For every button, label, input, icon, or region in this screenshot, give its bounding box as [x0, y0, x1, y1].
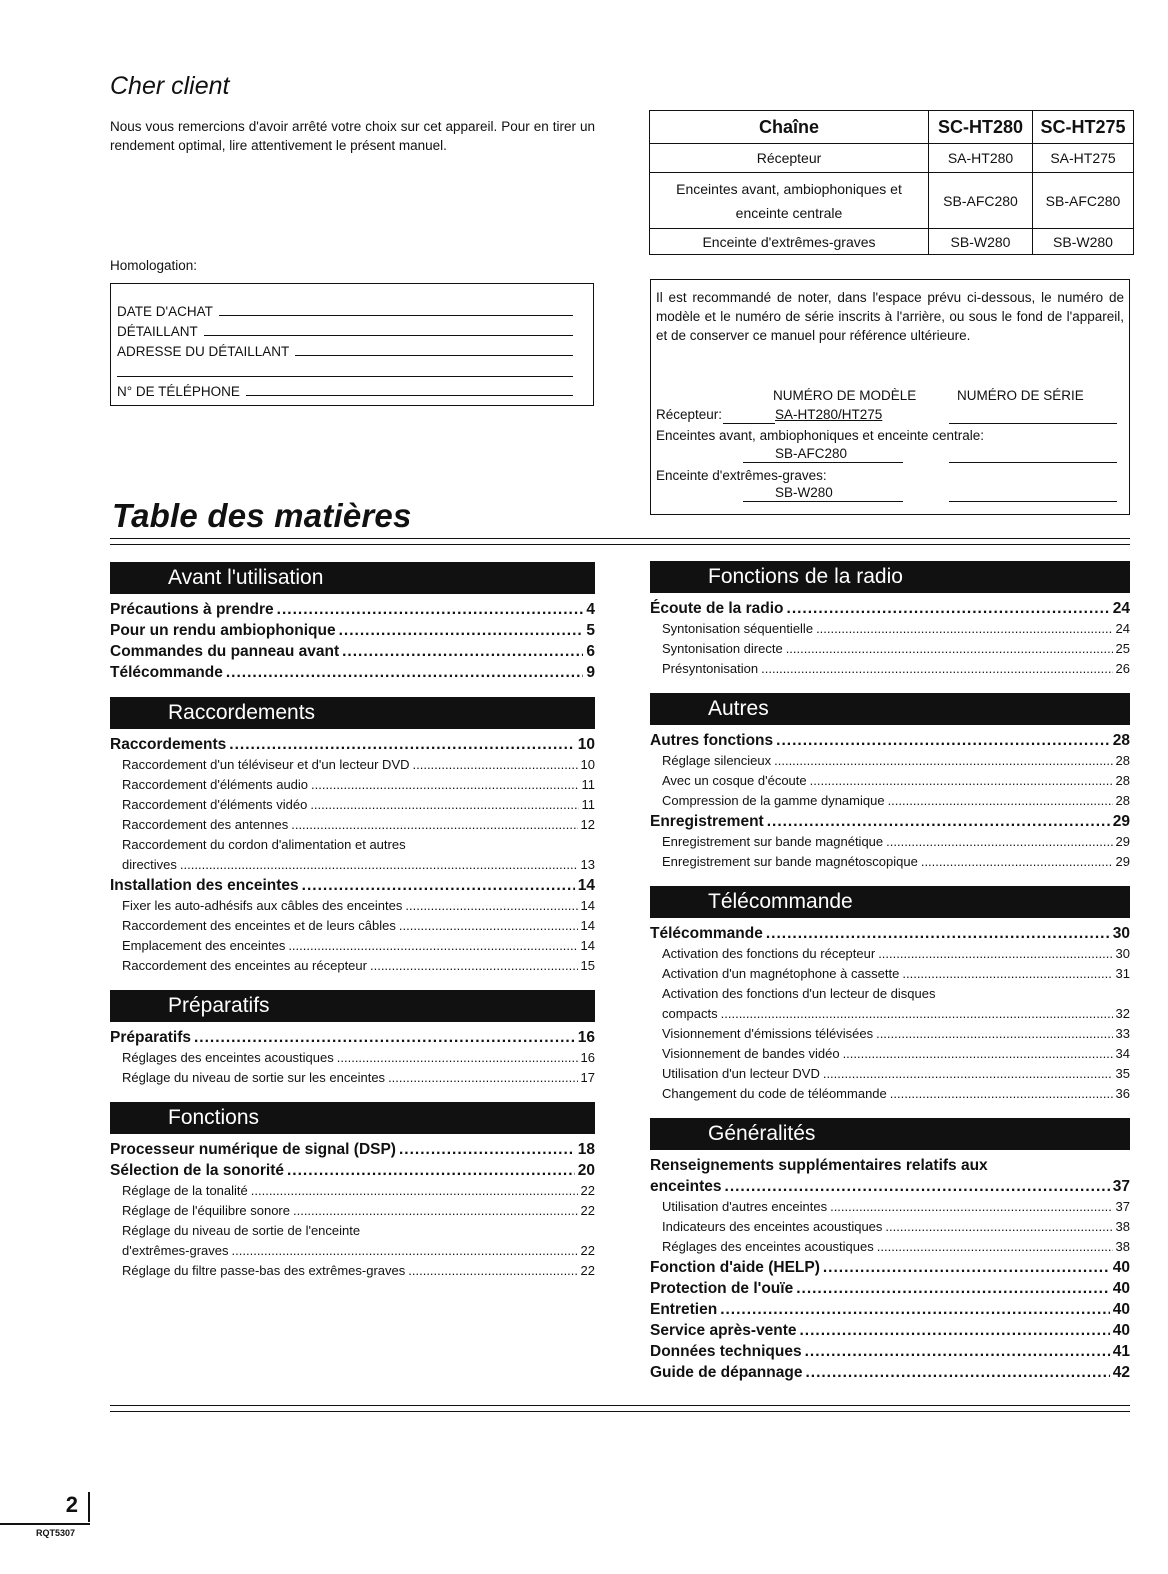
toc-page-number: 42 [1112, 1364, 1130, 1381]
toc-subentry [110, 918, 595, 938]
serial-sub-line [949, 485, 1117, 502]
toc-right-column [650, 561, 1130, 1385]
toc-page-number: 30 [1112, 925, 1130, 942]
toc-entry-text: Réglages des enceintes acoustiques [122, 1050, 334, 1065]
toc-entry [110, 1141, 595, 1162]
toc-leader-dots [339, 622, 584, 640]
toc-subentry [650, 1006, 1130, 1026]
toc-subentry [110, 797, 595, 817]
toc-page-number: 12 [580, 817, 595, 832]
toc-leader-dots [399, 918, 578, 933]
toc-page-number: 40 [1112, 1259, 1130, 1276]
toc-entry [650, 1280, 1130, 1301]
toc-page-number: 32 [1115, 1006, 1130, 1021]
toc-page-number: 38 [1115, 1219, 1130, 1234]
toc-page-number: 20 [577, 1162, 595, 1179]
toc-entry-text: Raccordement des antennes [122, 817, 289, 832]
toc-subentry [110, 1243, 595, 1263]
toc-leader-dots [408, 1263, 577, 1278]
toc-subentry [110, 817, 595, 837]
toc-leader-dots [413, 757, 578, 772]
toc-entry-text: Installation des enceintes [110, 877, 299, 894]
toc-entry-text: Fonction d'aide (HELP) [650, 1259, 820, 1276]
toc-leader-dots [774, 753, 1112, 768]
toc-entry-text: Compression de la gamme dynamique [662, 793, 885, 808]
toc-page-number: 22 [580, 1203, 595, 1218]
purchase-date-label: DATE D'ACHAT [117, 304, 213, 319]
toc-entry-text: Enregistrement sur bande magnétoscopique [662, 854, 918, 869]
toc-page-number: 13 [580, 857, 595, 872]
toc-subentry [110, 757, 595, 777]
serial-speakers-label: Enceintes avant, ambiophoniques et enceinte centrale: [656, 428, 984, 443]
toc-page-number: 31 [1115, 966, 1130, 981]
toc-page-number: 35 [1115, 1066, 1130, 1081]
toc-subentry [650, 661, 1130, 681]
page-number-rule [0, 1523, 90, 1525]
toc-leader-dots [890, 1086, 1113, 1101]
toc-bottom-rule-2 [110, 1411, 1130, 1412]
toc-subentry [650, 1086, 1130, 1106]
toc-page-number: 29 [1115, 854, 1130, 869]
model-row-speakers [650, 173, 1134, 229]
toc-entry-text: Télécommande [110, 664, 223, 681]
serial-receiver-model: SA-HT280/HT275 [775, 407, 883, 422]
serial-receiver-line [949, 407, 1117, 424]
model-table-header [650, 111, 1134, 144]
toc-subentry [650, 621, 1130, 641]
toc-entry [650, 925, 1130, 946]
toc-leader-dots [337, 1050, 578, 1065]
model-table [649, 110, 1134, 255]
toc-entry-text: Réglage du niveau de sortie de l'enceinte [122, 1223, 361, 1238]
model-cell: SA-HT280 [929, 144, 1033, 173]
toc-leader-dots [921, 854, 1113, 869]
toc-subentry [650, 1046, 1130, 1066]
toc-leader-dots [796, 1280, 1110, 1298]
toc-page-number: 4 [586, 601, 595, 618]
toc-leader-dots [823, 1259, 1110, 1277]
toc-page-number: 22 [580, 1263, 595, 1278]
toc-entry-text: Sélection de la sonorité [110, 1162, 284, 1179]
toc-subentry [650, 834, 1130, 854]
toc-subentry [110, 1203, 595, 1223]
toc-page-number: 16 [580, 1050, 595, 1065]
toc-section-header: Avant l'utilisation [110, 562, 595, 594]
toc-leader-dots [311, 777, 578, 792]
toc-entry-text: Raccordement d'éléments vidéo [122, 797, 308, 812]
toc-page-number: 41 [1112, 1343, 1130, 1360]
toc-left-column [110, 562, 595, 1283]
toc-entry [110, 1162, 595, 1183]
toc-page-number: 28 [1115, 793, 1130, 808]
toc-leader-dots [885, 1219, 1112, 1234]
toc-section-header: Autres [650, 693, 1130, 725]
toc-subentry [110, 1263, 595, 1283]
toc-entry-text: Enregistrement [650, 813, 764, 830]
toc-leader-dots [725, 1178, 1110, 1196]
toc-page-number: 9 [586, 664, 595, 681]
toc-bottom-rule [110, 1405, 1130, 1406]
toc-entry-text: Protection de l'ouïe [650, 1280, 794, 1297]
toc-subentry [650, 1026, 1130, 1046]
toc-entry-text: Activation des fonctions du récepteur [662, 946, 876, 961]
toc-entry-text: compacts [662, 1006, 718, 1021]
toc-page-number: 29 [1112, 813, 1130, 830]
toc-entry-text: Autres fonctions [650, 732, 774, 749]
toc-entry-text: Réglages des enceintes acoustiques [662, 1239, 874, 1254]
section-gap [110, 685, 595, 697]
toc-page-number: 29 [1115, 834, 1130, 849]
toc-page-number: 36 [1115, 1086, 1130, 1101]
model-cell: SB-AFC280 [1033, 173, 1134, 229]
toc-entry-text: Guide de dépannage [650, 1364, 803, 1381]
toc-page-number: 14 [580, 938, 595, 953]
purchase-record-box [110, 283, 594, 406]
toc-page-number: 17 [580, 1070, 595, 1085]
toc-entry-text: Avec un cosque d'écoute [662, 773, 807, 788]
toc-subentry [650, 1066, 1130, 1086]
model-cell: SA-HT275 [1033, 144, 1134, 173]
model-header-ht275: SC-HT275 [1033, 111, 1134, 144]
toc-page-number: 37 [1115, 1199, 1130, 1214]
toc-page-number: 18 [577, 1141, 595, 1158]
toc-entry-text: Changement du code de téléommande [662, 1086, 887, 1101]
toc-leader-dots [878, 946, 1112, 961]
toc-section-header: Fonctions de la radio [650, 561, 1130, 593]
model-cell: SB-W280 [1033, 229, 1134, 255]
serial-receiver-label: Récepteur: [656, 407, 723, 422]
toc-entry-text: Réglage de l'équilibre sonore [122, 1203, 290, 1218]
toc-subentry [650, 641, 1130, 661]
toc-entry [110, 664, 595, 685]
toc-section-header: Généralités [650, 1118, 1130, 1150]
toc-leader-dots [288, 938, 577, 953]
toc-entry-text: Réglage du niveau de sortie sur les enceintes [122, 1070, 386, 1085]
toc-section-header: Fonctions [110, 1102, 595, 1134]
toc-entry-text: Présyntonisation [662, 661, 759, 676]
toc-leader-dots [888, 793, 1113, 808]
toc-entry-text: Raccordement d'un téléviseur et d'un lecteur DVD [122, 757, 410, 772]
toc-page-number: 40 [1112, 1301, 1130, 1318]
toc-page-number: 28 [1115, 773, 1130, 788]
model-row-subwoofer [650, 229, 1134, 255]
toc-subentry [650, 946, 1130, 966]
toc-page-number: 33 [1115, 1026, 1130, 1041]
toc-section-header: Raccordements [110, 697, 595, 729]
toc-leader-dots [805, 1343, 1110, 1361]
section-gap [110, 978, 595, 990]
serial-sub-label: Enceinte d'extrêmes-graves: [656, 468, 827, 483]
model-number-header: NUMÉRO DE MODÈLE [773, 388, 917, 403]
toc-leader-dots [805, 1364, 1109, 1382]
toc-page-number: 25 [1115, 641, 1130, 656]
toc-leader-dots [902, 966, 1112, 981]
toc-subentry [110, 938, 595, 958]
toc-leader-dots [876, 1026, 1112, 1041]
dealer-address-label: ADRESSE DU DÉTAILLANT [117, 344, 290, 359]
toc-leader-dots [787, 600, 1110, 618]
toc-leader-dots [293, 1203, 578, 1218]
toc-leader-dots [823, 1066, 1113, 1081]
toc-subentry [650, 773, 1130, 793]
toc-entry-text: Raccordement des enceintes au récepteur [122, 958, 367, 973]
model-cell: SB-AFC280 [929, 173, 1033, 229]
dealer-address-row [117, 341, 573, 359]
toc-entry-text: Télécommande [650, 925, 763, 942]
section-gap [650, 874, 1130, 886]
model-header-ht280: SC-HT280 [929, 111, 1033, 144]
toc-leader-dots [877, 1239, 1113, 1254]
toc-entry [650, 600, 1130, 621]
toc-leader-dots [302, 877, 575, 895]
toc-leader-dots [232, 1243, 578, 1258]
toc-leader-dots [194, 1029, 575, 1047]
serial-record-box [650, 279, 1130, 515]
toc-subentry [650, 1219, 1130, 1239]
section-gap [650, 681, 1130, 693]
toc-entry [650, 1178, 1130, 1199]
toc-entry-text: directives [122, 857, 177, 872]
toc-page-number: 14 [580, 898, 595, 913]
toc-section-header: Préparatifs [110, 990, 595, 1022]
serial-speakers-model: SB-AFC280 [775, 446, 848, 461]
toc-entry [650, 1343, 1130, 1364]
toc-subentry [650, 753, 1130, 773]
toc-entry-text: Enregistrement sur bande magnétique [662, 834, 884, 849]
toc-entry-text: Syntonisation séquentielle [662, 621, 814, 636]
toc-page-number: 10 [580, 757, 595, 772]
toc-leader-dots [226, 664, 584, 682]
toc-subentry [650, 854, 1130, 874]
toc-leader-dots [830, 1199, 1112, 1214]
toc-entry-text: Écoute de la radio [650, 600, 784, 617]
toc-leader-dots [767, 813, 1110, 831]
toc-entry-text: Raccordements [110, 736, 227, 753]
toc-entry-text: Fixer les auto-adhésifs aux câbles des enceintes [122, 898, 403, 913]
toc-entry-text: Réglage du filtre passe-bas des extrêmes-graves [122, 1263, 406, 1278]
toc-entry-text: enceintes [650, 1178, 722, 1195]
toc-entry-text: Raccordement des enceintes et de leurs câbles [122, 918, 396, 933]
toc-page-number: 6 [586, 643, 595, 660]
toc-page-number: 24 [1112, 600, 1130, 617]
phone-line [246, 395, 573, 396]
document-code: RQT5307 [36, 1528, 76, 1538]
toc-entry-text: Pour un rendu ambiophonique [110, 622, 336, 639]
toc-page-number: 26 [1115, 661, 1130, 676]
serial-sub-model: SB-W280 [775, 485, 833, 500]
toc-subentry [650, 966, 1130, 986]
toc-title: Table des matières [112, 497, 412, 534]
toc-entry [110, 877, 595, 898]
toc-subentry [650, 793, 1130, 813]
toc-entry-text: Visionnement de bandes vidéo [662, 1046, 840, 1061]
toc-subentry [110, 1070, 595, 1090]
model-cell: Enceinte d'extrêmes-graves [650, 229, 929, 255]
toc-leader-dots [287, 1162, 575, 1180]
toc-page-number: 15 [580, 958, 595, 973]
toc-page-number: 10 [577, 736, 595, 753]
model-row-receiver [650, 144, 1134, 173]
dealer-address-line [295, 355, 573, 356]
toc-leader-dots [786, 641, 1113, 656]
toc-page-number: 5 [586, 622, 595, 639]
toc-page-number: 16 [577, 1029, 595, 1046]
toc-page-number: 40 [1112, 1322, 1130, 1339]
toc-top-rule [110, 538, 1130, 539]
toc-leader-dots [843, 1046, 1113, 1061]
phone-row [117, 381, 573, 399]
toc-entry [110, 736, 595, 757]
model-cell: Enceintes avant, ambiophoniques et enceinte centrale [650, 173, 929, 229]
toc-leader-dots [388, 1070, 577, 1085]
toc-entry [110, 643, 595, 664]
toc-leader-dots [766, 925, 1110, 943]
toc-leader-dots [370, 958, 578, 973]
toc-entry [650, 813, 1130, 834]
toc-leader-dots [229, 736, 574, 754]
toc-entry-text: Activation d'un magnétophone à cassette [662, 966, 900, 981]
toc-leader-dots [816, 621, 1112, 636]
toc-entry-text: Réglage silencieux [662, 753, 772, 768]
serial-receiver-lead-line [723, 407, 775, 424]
toc-entry [650, 1259, 1130, 1280]
serial-number-header: NUMÉRO DE SÉRIE [957, 388, 1084, 403]
toc-leader-dots [310, 797, 578, 812]
toc-page-number: 38 [1115, 1239, 1130, 1254]
toc-top-rule-2 [110, 544, 1130, 545]
toc-page-number: 24 [1115, 621, 1130, 636]
page-number: 2 [65, 1492, 78, 1517]
serial-intro-text: Il est recommandé de noter, dans l'espace prévu ci-dessous, le numéro de modèle et le numéro de série inscrits à l'arrière, ou sous le fond de l'appareil, et de conserver ce manuel pour référence ultérieure. [656, 290, 1124, 343]
toc-entry-text: Données techniques [650, 1343, 802, 1360]
toc-page-number: 11 [581, 797, 595, 812]
toc-page-number: 11 [581, 777, 595, 792]
purchase-date-row [117, 301, 573, 319]
toc-leader-dots [399, 1141, 575, 1159]
toc-entry-text: Indicateurs des enceintes acoustiques [662, 1219, 883, 1234]
toc-page-number: 28 [1112, 732, 1130, 749]
section-gap [110, 1090, 595, 1102]
dealer-label: DÉTAILLANT [117, 324, 198, 339]
toc-section-header: Télécommande [650, 886, 1130, 918]
toc-entry-text: Visionnement d'émissions télévisées [662, 1026, 874, 1041]
serial-sub-model-line [743, 485, 903, 502]
model-header-system: Chaîne [650, 111, 929, 144]
dealer-row [117, 321, 573, 339]
toc-subentry [110, 898, 595, 918]
page-number-bracket [80, 1492, 90, 1522]
section-gap [650, 1106, 1130, 1118]
toc-entry-text: Commandes du panneau avant [110, 643, 340, 660]
toc-entry [650, 1322, 1130, 1343]
toc-page-number: 22 [580, 1183, 595, 1198]
toc-entry-text: Raccordement du cordon d'alimentation et autres [122, 837, 406, 852]
toc-entry-text: Entretien [650, 1301, 718, 1318]
homologation-label: Homologation: [110, 258, 198, 273]
toc-page-number: 34 [1115, 1046, 1130, 1061]
toc-entry-text: Utilisation d'un lecteur DVD [662, 1066, 820, 1081]
toc-leader-dots [405, 898, 577, 913]
toc-leader-dots [251, 1183, 578, 1198]
toc-entry-text: Processeur numérique de signal (DSP) [110, 1141, 396, 1158]
toc-leader-dots [277, 601, 584, 619]
toc-subentry [110, 777, 595, 797]
toc-leader-dots [886, 834, 1112, 849]
toc-entry-text: Service après-vente [650, 1322, 797, 1339]
toc-entry-text: Raccordement d'éléments audio [122, 777, 309, 792]
toc-entry [650, 1364, 1130, 1385]
toc-entry-text: Activation des fonctions d'un lecteur de disques [662, 986, 936, 1001]
toc-entry [110, 1029, 595, 1050]
toc-leader-dots [799, 1322, 1109, 1340]
toc-entry [650, 1301, 1130, 1322]
toc-entry-text: Précautions à prendre [110, 601, 274, 618]
purchase-separator [117, 376, 573, 377]
toc-entry-text: Syntonisation directe [662, 641, 783, 656]
toc-subentry [110, 958, 595, 978]
toc-page-number: 40 [1112, 1280, 1130, 1297]
toc-leader-dots [180, 857, 578, 872]
toc-page-number: 28 [1115, 753, 1130, 768]
toc-leader-dots [720, 1301, 1110, 1319]
phone-label: N° DE TÉLÉPHONE [117, 384, 240, 399]
toc-leader-dots [776, 732, 1110, 750]
toc-subentry [110, 857, 595, 877]
toc-entry-text: Préparatifs [110, 1029, 191, 1046]
toc-page-number: 30 [1115, 946, 1130, 961]
greeting-title: Cher client [110, 72, 230, 100]
toc-entry-text: Réglage de la tonalité [122, 1183, 248, 1198]
toc-leader-dots [810, 773, 1113, 788]
dealer-line [204, 335, 573, 336]
toc-page-number: 37 [1112, 1178, 1130, 1195]
purchase-date-line [219, 315, 573, 316]
toc-subentry [650, 1199, 1130, 1219]
toc-subentry [650, 1239, 1130, 1259]
model-cell: Récepteur [650, 144, 929, 173]
toc-leader-dots [761, 661, 1112, 676]
toc-entry-text: d'extrêmes-graves [122, 1243, 229, 1258]
toc-subentry [110, 1183, 595, 1203]
serial-speakers-line [949, 446, 1117, 463]
toc-leader-dots [342, 643, 583, 661]
toc-entry-text: Utilisation d'autres enceintes [662, 1199, 828, 1214]
greeting-text: Nous vous remercions d'avoir arrêté votre choix sur cet appareil. Pour en tirer un rendement optimal, lire attentivement le présent manuel. [110, 119, 595, 153]
toc-entry [110, 622, 595, 643]
toc-subentry [110, 1050, 595, 1070]
toc-leader-dots [721, 1006, 1113, 1021]
toc-page-number: 14 [577, 877, 595, 894]
toc-entry-text: Emplacement des enceintes [122, 938, 286, 953]
toc-page-number: 14 [580, 918, 595, 933]
toc-entry [110, 601, 595, 622]
toc-leader-dots [291, 817, 577, 832]
toc-entry-text: Renseignements supplémentaires relatifs aux [650, 1157, 988, 1174]
toc-page-number: 22 [580, 1243, 595, 1258]
serial-speakers-model-line [743, 446, 903, 463]
model-cell: SB-W280 [929, 229, 1033, 255]
toc-entry [650, 732, 1130, 753]
